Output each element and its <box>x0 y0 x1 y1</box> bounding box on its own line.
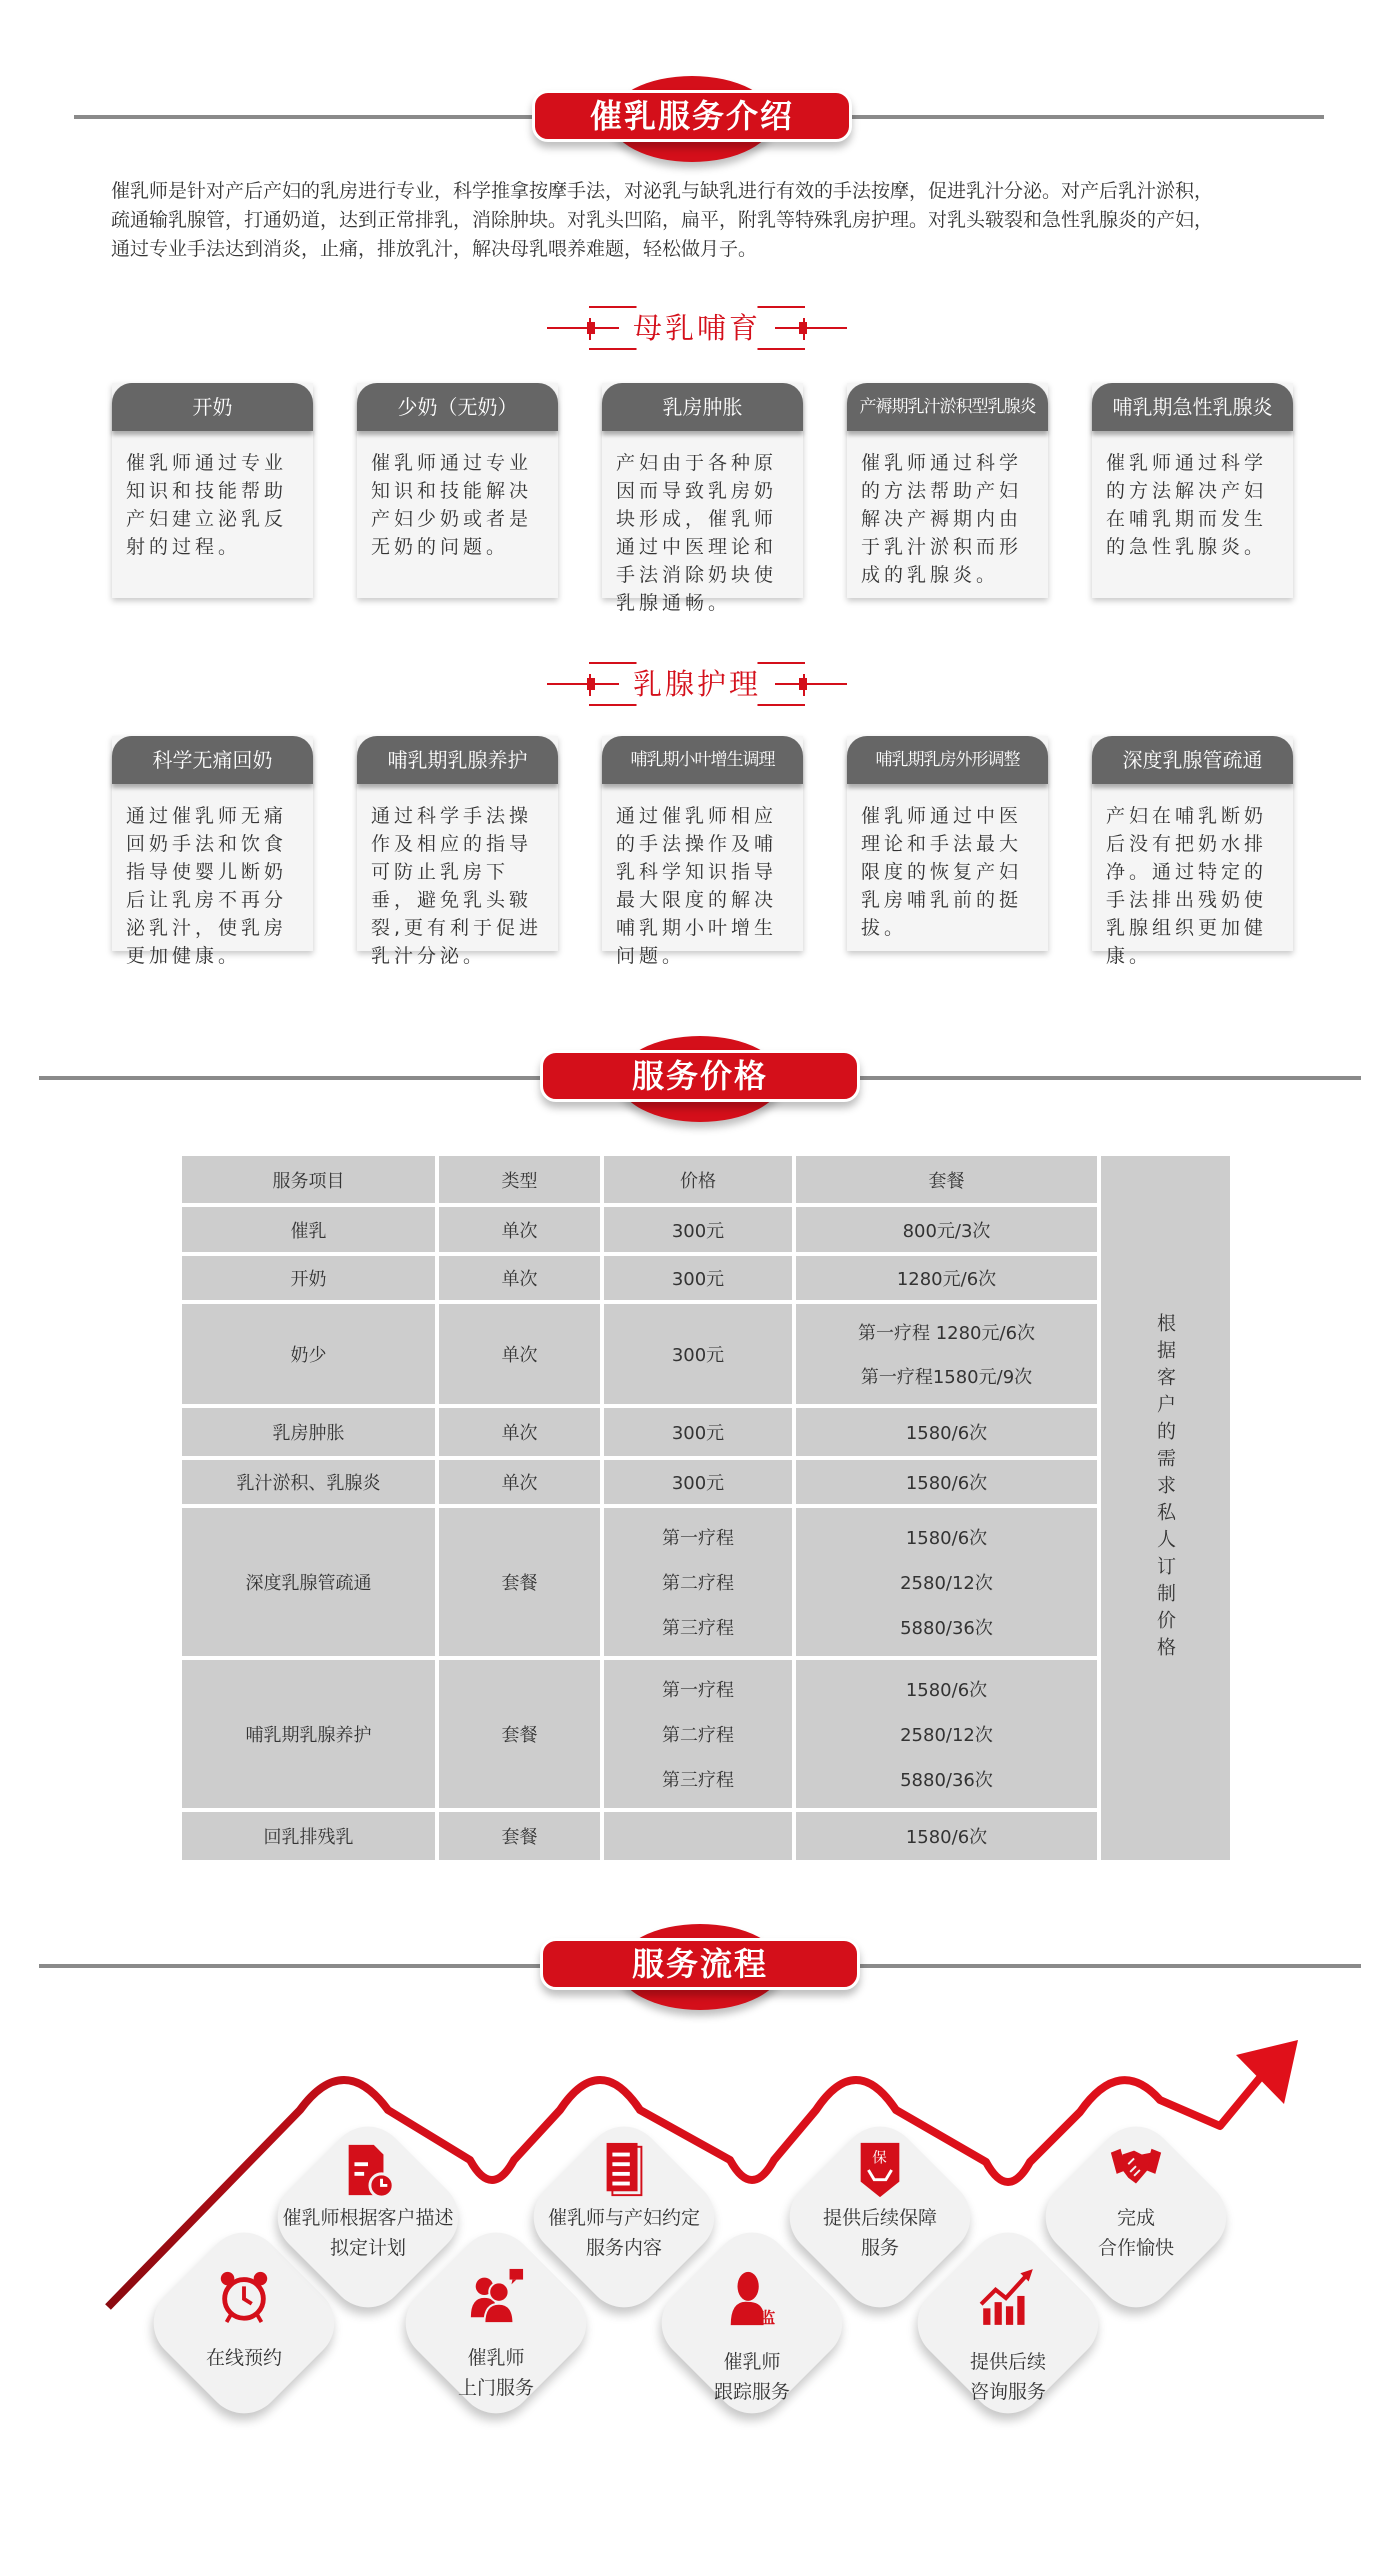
package-value: 1580/6次 <box>905 1679 988 1701</box>
service-type: 单次 <box>501 1345 538 1366</box>
card-body: 产妇在哺乳断奶后没有把奶水排净。通过特定的手法排出残奶使乳腺组织更加健康。 <box>1106 805 1268 967</box>
header-label: 套餐 <box>928 1170 965 1192</box>
item-name: 乳房肿胀 <box>272 1423 345 1444</box>
price-value: 300元 <box>671 1423 725 1444</box>
service-type: 单次 <box>501 1423 538 1444</box>
table-cell <box>604 1812 792 1860</box>
intro-line: 疏通输乳腺管，打通奶道，达到正常排乳，消除肿块。对乳头凹陷，扁平，附乳等特殊乳房护理。对乳头皲裂和急性乳腺炎的产妇， <box>111 209 1214 231</box>
section-badge-process <box>540 1924 860 2014</box>
package-value: 1580/6次 <box>905 1473 988 1494</box>
service-type: 套餐 <box>501 1573 538 1594</box>
table-cell <box>182 1660 435 1808</box>
card-body: 催乳师通过中医理论和手法最大限度的恢复产妇乳房哺乳前的挺拔。 <box>861 805 1023 939</box>
price-value: 300元 <box>671 1473 725 1494</box>
service-card <box>1092 736 1293 967</box>
card-title: 深度乳腺管疏通 <box>1092 736 1293 784</box>
section-title: 服务价格 <box>631 1057 768 1095</box>
package-value: 1580/6次 <box>905 1827 988 1848</box>
card-title: 哺乳期小叶增生调理 <box>602 736 803 784</box>
table-cell <box>439 1660 600 1808</box>
step-label: 催乳师 <box>467 2347 525 2369</box>
handshake-icon <box>1105 2141 1167 2203</box>
table-cell <box>796 1408 1097 1456</box>
item-name: 乳汁淤积、乳腺炎 <box>236 1473 381 1494</box>
service-card <box>847 736 1048 951</box>
card-title: 开奶 <box>112 383 313 431</box>
card-body: 催乳师通过专业知识和技能帮助产妇建立泌乳反射的过程。 <box>126 452 288 558</box>
arrow-head <box>1236 2040 1298 2104</box>
card-body: 通过催乳师相应的手法操作及哺乳科学知识指导最大限度的解决哺乳期小叶增生问题。 <box>616 805 778 967</box>
table-cell <box>439 1460 600 1504</box>
service-type: 单次 <box>501 1220 538 1242</box>
price-value: 300元 <box>671 1269 725 1290</box>
price-value: 第三疗程 <box>662 1770 734 1792</box>
item-name: 催乳 <box>290 1220 327 1242</box>
step-content <box>1030 2111 1242 2323</box>
package-value: 5880/36次 <box>900 1770 993 1792</box>
subheading-text: 母乳哺育 <box>632 311 761 345</box>
item-name: 哺乳期乳腺养护 <box>245 1725 372 1746</box>
table-cell <box>182 1812 435 1860</box>
table-cell <box>604 1304 792 1404</box>
table-cell <box>182 1408 435 1456</box>
section-title: 催乳服务介绍 <box>589 97 794 135</box>
svg-text:监: 监 <box>759 2309 776 2328</box>
section-badge-pricing <box>540 1036 860 1126</box>
step-label: 拟定计划 <box>329 2237 406 2259</box>
service-card <box>357 383 558 598</box>
step-label: 服务内容 <box>585 2237 662 2259</box>
table-cell <box>604 1508 792 1656</box>
item-name: 开奶 <box>290 1269 327 1290</box>
card-body: 催乳师通过科学的方法帮助产妇解决产褥期内由于乳汁淤积而形成的乳腺炎。 <box>861 452 1023 586</box>
step-label: 在线预约 <box>205 2347 282 2369</box>
service-card <box>602 383 803 614</box>
package-value: 5880/36次 <box>900 1618 993 1640</box>
package-value: 800元/3次 <box>902 1220 991 1242</box>
price-value: 第三疗程 <box>662 1618 734 1640</box>
package-value: 1580/6次 <box>905 1423 988 1444</box>
service-card <box>357 736 558 967</box>
table-cell <box>182 1207 435 1252</box>
card-title: 哺乳期急性乳腺炎 <box>1092 383 1293 431</box>
table-header <box>439 1156 600 1203</box>
step-label: 服务 <box>860 2237 899 2259</box>
table-cell <box>439 1207 600 1252</box>
price-value: 第二疗程 <box>662 1724 734 1746</box>
price-value: 第一疗程 <box>662 1679 734 1701</box>
intro-line: 催乳师是针对产后产妇的乳房进行专业，科学推拿按摩手法，对泌乳与缺乳进行有效的手法按摩，促进乳汁分泌。对产后乳汁淤积， <box>111 180 1214 202</box>
table-cell <box>796 1508 1097 1656</box>
table-cell <box>796 1460 1097 1504</box>
card-body: 产妇由于各种原因而导致乳房奶块形成，催乳师通过中医理论和手法消除奶块使乳腺通畅。 <box>616 452 778 614</box>
table-cell <box>439 1812 600 1860</box>
card-body: 通过催乳师无痛回奶手法和饮食指导使婴儿断奶后让乳房不再分泌乳汁，使乳房更加健康。 <box>126 805 288 967</box>
service-type: 套餐 <box>501 1827 538 1848</box>
package-value: 第一疗程 1280元/6次 <box>857 1323 1036 1344</box>
card-body: 催乳师通过科学的方法解决产妇在哺乳期而发生的急性乳腺炎。 <box>1106 452 1268 558</box>
intro-paragraph <box>111 177 1213 264</box>
price-table <box>182 1156 1230 1860</box>
subheading-breastfeeding <box>547 306 847 350</box>
table-cell <box>182 1256 435 1300</box>
card-title: 科学无痛回奶 <box>112 736 313 784</box>
table-cell <box>182 1508 435 1656</box>
table-cell <box>796 1256 1097 1300</box>
note-text: 根据客户的需求私人订制价格 <box>1154 1312 1176 1664</box>
section-badge-intro <box>532 76 852 166</box>
people-chat-icon <box>467 2267 525 2329</box>
package-value: 2580/12次 <box>900 1572 993 1594</box>
price-value: 300元 <box>671 1345 725 1366</box>
step-label: 咨询服务 <box>969 2381 1046 2403</box>
step-label: 跟踪服务 <box>713 2381 790 2403</box>
subheading-text: 乳腺护理 <box>632 667 761 701</box>
table-cell <box>439 1304 600 1404</box>
service-card <box>112 383 313 598</box>
price-value: 第二疗程 <box>662 1572 734 1594</box>
service-type: 套餐 <box>501 1725 538 1746</box>
guarantee-shield-icon <box>851 2141 909 2203</box>
service-card <box>602 736 803 967</box>
package-value: 1580/6次 <box>905 1527 988 1549</box>
table-cell <box>182 1304 435 1404</box>
table-cell <box>796 1812 1097 1860</box>
contract-document-icon <box>595 2141 653 2203</box>
step-label: 催乳师 <box>723 2351 781 2373</box>
step-label: 提供后续保障 <box>822 2207 937 2229</box>
card-title: 哺乳期乳腺养护 <box>357 736 558 784</box>
table-cell <box>604 1256 792 1300</box>
table-header <box>604 1156 792 1203</box>
table-cell <box>439 1408 600 1456</box>
table-cell <box>604 1660 792 1808</box>
card-title: 乳房肿胀 <box>602 383 803 431</box>
table-cell <box>604 1408 792 1456</box>
package-value: 1280元/6次 <box>896 1269 997 1290</box>
item-name: 奶少 <box>290 1345 327 1366</box>
table-cell <box>796 1207 1097 1252</box>
table-cell <box>439 1256 600 1300</box>
service-card <box>847 383 1048 598</box>
header-label: 服务项目 <box>272 1170 345 1192</box>
supervisor-person-icon <box>723 2267 781 2333</box>
service-card <box>112 736 313 967</box>
item-name: 回乳排残乳 <box>263 1827 354 1848</box>
card-body: 通过科学手法操作及相应的指导可防止乳房下垂，避免乳头皲裂,更有利于促进乳汁分泌。 <box>371 805 543 967</box>
svg-text:保: 保 <box>872 2150 887 2167</box>
table-header <box>182 1156 435 1203</box>
plan-document-icon <box>339 2141 397 2203</box>
table-cell <box>604 1460 792 1504</box>
process-step <box>1030 2111 1242 2323</box>
item-name: 深度乳腺管疏通 <box>245 1573 372 1594</box>
subheading-breast-care <box>547 662 847 706</box>
header-label: 价格 <box>680 1170 716 1192</box>
package-value: 2580/12次 <box>900 1724 993 1746</box>
step-label: 催乳师根据客户描述 <box>282 2207 454 2229</box>
price-value: 300元 <box>671 1220 725 1242</box>
service-type: 单次 <box>501 1473 538 1494</box>
card-title: 产褥期乳汁淤积型乳腺炎 <box>847 383 1048 431</box>
step-label: 催乳师与产妇约定 <box>547 2207 700 2229</box>
table-cell <box>796 1304 1097 1404</box>
card-title: 哺乳期乳房外形调整 <box>847 736 1048 784</box>
table-cell <box>182 1460 435 1504</box>
service-type: 单次 <box>501 1269 538 1290</box>
step-label: 合作愉快 <box>1097 2237 1174 2259</box>
card-body: 催乳师通过专业知识和技能解决产妇少奶或者是无奶的问题。 <box>371 452 533 558</box>
step-label: 提供后续 <box>969 2351 1046 2373</box>
card-title: 少奶（无奶） <box>357 383 558 431</box>
package-value: 第一疗程1580元/9次 <box>860 1367 1033 1388</box>
price-value: 第一疗程 <box>662 1527 734 1549</box>
section-title: 服务流程 <box>631 1945 768 1983</box>
table-header <box>796 1156 1097 1203</box>
table-cell <box>796 1660 1097 1808</box>
table-cell <box>604 1207 792 1252</box>
header-label: 类型 <box>501 1170 538 1192</box>
intro-line: 通过专业手法达到消炎，止痛，排放乳汁，解决母乳喂养难题，轻松做月子。 <box>111 238 758 260</box>
custom-price-note <box>1101 1156 1230 1860</box>
step-label: 上门服务 <box>457 2377 534 2399</box>
table-cell <box>439 1508 600 1656</box>
step-label: 完成 <box>1116 2207 1155 2229</box>
service-card <box>1092 383 1293 598</box>
